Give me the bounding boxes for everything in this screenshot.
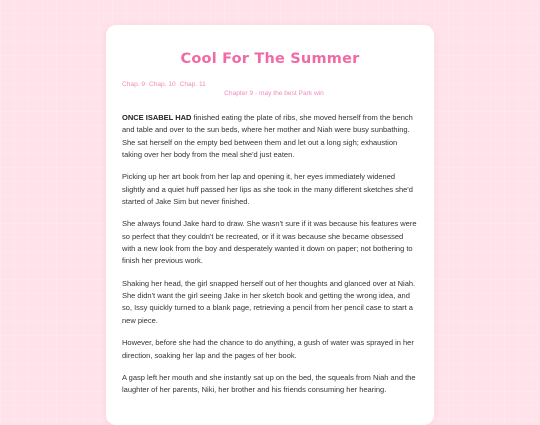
story-paragraph: Picking up her art book from her lap and opening it, her eyes immediately widened slightly and a quiet huff passed her lips as she took in the many different sketches she'd started of Jake Sim but never finished. <box>122 172 413 206</box>
story-card <box>106 25 434 425</box>
story-lead-in: ONCE ISABEL HAD <box>122 113 192 122</box>
chapter-link-9[interactable]: Chap. 9 <box>122 81 146 88</box>
story-paragraph: However, before she had the chance to do anything, a gush of water was sprayed in her direction, soaking her lap and the pages of her book. <box>122 338 414 360</box>
chapter-link-11[interactable]: Chap. 11 <box>179 81 206 88</box>
story-paragraph-text: finished eating the plate of ribs, she moved herself from the bench and table and over to the sun beds, where her mother and Niah were busy sunbathing. She sat herself on the empty bed between them and let out a long sigh; exhaustion taking over her body from the meal she'd just eaten. <box>122 113 413 159</box>
story-title: Cool For The Summer <box>180 51 360 67</box>
story-paragraph: A gasp left her mouth and she instantly sat up on the bed, the squeals from Niah and the laughter of her parents, Niki, her brother and his friends consuming her hearing. <box>122 372 416 395</box>
story-paragraph: She always found Jake hard to draw. She wasn't sure if it was because his features were so perfect that they couldn't be recreated, or if it was because she became obsessed with a new look from the boy and desperately wanted it down on paper; not bothering to finish her previous work. <box>122 219 417 266</box>
story-paragraph <box>122 112 418 161</box>
chapter-link-10[interactable]: Chap. 10 <box>148 81 176 88</box>
story-paragraph: Shaking her head, the girl snapped herself out of her thoughts and glanced over at Niah. She didn't want the girl seeing Jake in her sketch book and getting the wrong idea, and so, Issy quickly turned to a blank page, retrieving a pencil from her pencil case to start a new piece. <box>122 278 416 325</box>
current-chapter-title[interactable]: Chapter 9 - may the best Park win <box>224 90 324 97</box>
chapter-nav <box>122 80 418 89</box>
story-text <box>122 112 418 397</box>
